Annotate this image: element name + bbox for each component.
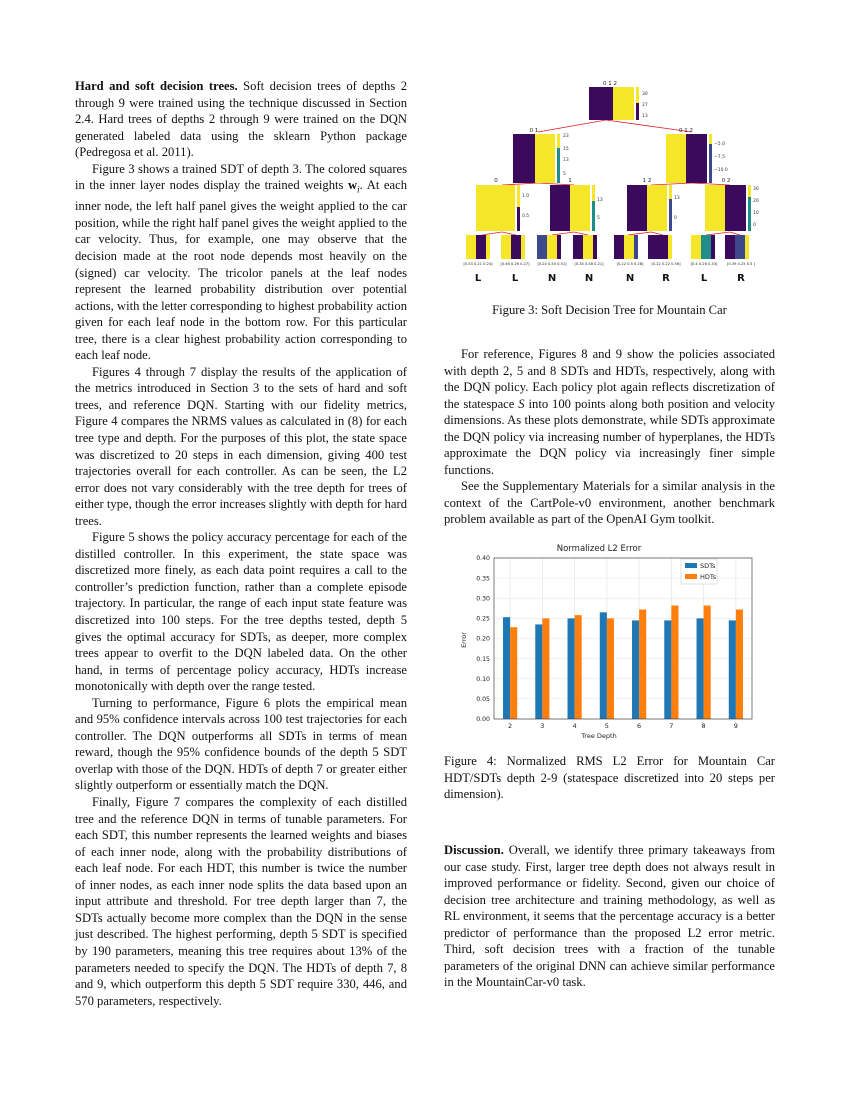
x-tick-label: 6 [637, 722, 642, 730]
leaf-action-2: L [511, 273, 519, 284]
bar-sdts-2 [503, 617, 510, 719]
l2-n4-cbar-4: 0 [753, 223, 756, 228]
x-tick-label: 2 [508, 722, 513, 730]
x-tick-label: 9 [733, 722, 738, 730]
root-cbar-1: 30 [642, 92, 648, 97]
bar-hdts-9 [736, 610, 743, 719]
bar-chart [444, 538, 775, 748]
bar-hdts-3 [542, 618, 549, 719]
chart-legend [681, 559, 717, 584]
root-node [589, 87, 639, 120]
l1-left-cbar-4: 5 [563, 172, 566, 177]
leaf-3 [537, 235, 561, 259]
bar-hdts-6 [639, 610, 646, 719]
paragraph-discussion: Discussion. Overall, we identify three primary takeaways from our case study. First, larger tree depth does not always result in improved performance or fidelity. Second, given our choice of decision tree architecture and training methodology, as well as RL environment, it seems that the percentage accuracy is a better predictor of performance than the proposed L2 error metric. Third, soft decision trees with a fraction of the tunable parameters of the original DNN can achieve similar performance in the MountainCar-v0 task. [444, 843, 775, 990]
paragraph-supplementary: See the Supplementary Materials for a similar analysis in the context of the CartPole-v0 environment, another benchmark problem available as part of the OpenAI Gym toolkit. [444, 479, 775, 527]
x-tick-label: 3 [540, 722, 545, 730]
figure4-caption: Figure 4: Normalized RMS L2 Error for Mountain Car HDT/SDTs depth 2-9 (statespace discretized into 20 steps per dimension). [444, 754, 775, 801]
chart-bars [503, 605, 743, 719]
leaf-prob-5: [0.22 0.5 0.28] [616, 262, 644, 266]
y-tick-label: 0.10 [476, 675, 490, 683]
paragraph-figures8-9: For reference, Figures 8 and 9 show the policies associated with depth 2, 5 and 8 SDTs and HDTs, respectively, along with the DQN policy. Each policy plot again reflects discretization of the statespace S into 100 points along both position and velocity dimensions. As these plots demonstrate, while SDTs approximate the DQN policy via increasing number of hyperplanes, the HDTs approximate the DQN policy via increasingly finer simple functions. [444, 347, 775, 477]
y-tick-label: 0.25 [476, 615, 490, 623]
paragraph-figure5: Figure 5 shows the policy accuracy percentage for each of the distilled controller. In this experiment, the state space was discretized more finely, as each data point requires a call to the controller’s prediction function, rather than a complete episode trajectory. In particular, the range of each input state feature was discretized into 100 steps. For the tree depths tested, depth 5 gives the optimal accuracy for SDTs, as deeper, more complex trees appear to overfit to the DQN labeled data. On the other hand, in terms of percentage policy accuracy, HDTs increase monotonically with depth over the range tested. [75, 530, 407, 694]
x-tick-label: 7 [669, 722, 674, 730]
leaf-action-5: N [625, 273, 635, 284]
bar-hdts-4 [575, 615, 582, 719]
leaf-prob-6: [0.22 0.22 0.56] [651, 262, 681, 266]
bar-hdts-8 [704, 605, 711, 719]
l1-right-cbar-3: −10.0 [714, 168, 728, 173]
l2-node-2 [550, 185, 595, 231]
legend-swatch-hdt [685, 574, 697, 579]
l1-left-cbar-3: 13 [563, 158, 569, 163]
figure3-caption: Figure 3: Soft Decision Tree for Mountain Car [492, 303, 727, 317]
leaf-action-8: R [737, 273, 745, 284]
y-tick-label: 0.20 [476, 635, 490, 643]
leaf-prob-7: [0.4 0.26 0.33] [690, 262, 718, 266]
leaf-1 [466, 235, 490, 259]
figure4-chart [444, 538, 775, 748]
root-node-label: 0 1 2 [603, 81, 617, 87]
root-cbar-3: 13 [642, 114, 648, 119]
l2-n3-label: 1 2 [642, 178, 652, 184]
paragraph-figure3-desc: Figure 3 shows a trained SDT of depth 3. The colored squares in the inner layer nodes display the trained weights $w_i$. At each inner node, the left half panel gives the weight applied to the car position, while the right half panel gives the weight applied to the car velocity. Thus, for example, one may observe that the decision made at the root node depends most heavily on the (signed) car velocity. The tricolor panels at the leaf nodes represent the learned probability distribution over potential actions, with the letter corresponding to highest probability action given for each leaf node in the bottom row. For this particular tree, there is a clear highest probability action corresponding to each leaf node. [75, 161, 407, 363]
bar-sdts-8 [697, 618, 704, 719]
leaf-prob-4: [0.35 0.48 0.21] [574, 262, 604, 266]
l2-n3-cbar-2: 0 [674, 216, 677, 221]
section-heading-hard-soft: Hard and soft decision trees. [75, 79, 238, 93]
chart-title: Normalized L2 Error [556, 544, 642, 554]
bar-sdts-3 [535, 624, 542, 719]
tree-diagram [444, 75, 775, 290]
l2-n1-cbar-1: 1.0 [522, 194, 530, 199]
section-heading-discussion: Discussion. [444, 843, 504, 857]
l1-right-label: 0 1 2 [679, 128, 693, 134]
x-tick-label: 8 [701, 722, 706, 730]
y-tick-label: 0.30 [476, 595, 490, 603]
l1-right-node [666, 134, 712, 183]
y-tick-label: 0.00 [476, 716, 490, 724]
x-tick-label: 5 [604, 722, 609, 730]
paragraph-figure7: Finally, Figure 7 compares the complexity of each distilled tree and the reference DQN in terms of tunable parameters. For each SDT, this number represents the learned weights and biases of each inner node, along with the probability distributions of each leaf node. For each HDT, this number is twice the number of inner nodes, as each inner node splits the data based upon an input attribute and threshold. For tree depth larger than 7, the SDTs actually become more complex than the DQN in the sense just described. The highest performing, depth 5 SDT is specified by 190 parameters, meaning this tree requires about 13% of the parameters needed to specify the DQN. The HDTs of depth 7, 8 and 9, which outperform this depth 5 SDT require 330, 446, and 570 parameters, respectively. [75, 795, 407, 1008]
leaf-action-1: L [474, 273, 482, 284]
bar-sdts-9 [729, 620, 736, 719]
leaf-action-4: N [584, 273, 594, 284]
legend-label-hdt: HDTs [700, 573, 717, 581]
bar-hdts-7 [671, 605, 678, 719]
bar-hdts-2 [510, 627, 517, 719]
l2-node-3 [627, 185, 672, 231]
leaf-action-7: L [700, 273, 708, 284]
x-tick-label: 4 [572, 722, 577, 730]
paragraph-figure6: Turning to performance, Figure 6 plots the empirical mean and 95% confidence intervals across 100 test trajectories for each controller. The DQN outperforms all SDTs in terms of mean reward, though the 95% confidence bounds of the depth 5 SDT overlap with those of the DQN. HDTs of depth 7 or greater either slightly outperform or essentially match the DQN. [75, 695, 407, 793]
leaf-2 [501, 235, 525, 259]
l2-n1-label: 0 [494, 178, 498, 184]
leaf-5 [614, 235, 638, 259]
bar-sdts-4 [568, 618, 575, 719]
figure3-tree [444, 75, 775, 290]
leaf-action-6: R [662, 273, 670, 284]
x-axis-label: Tree Depth [581, 732, 617, 740]
leaf-4 [573, 235, 597, 259]
root-cbar-2: 27 [642, 103, 648, 108]
paragraph-hard-soft: Hard and soft decision trees. Soft decision trees of depths 2 through 9 were trained using the technique discussed in Section 2.4. Hard trees of depths 2 through 9 were trained on the DQN generated labeled data using the sklearn Python package (Pedregosa et al. 2011). [75, 79, 407, 160]
l1-left-cbar-1: 23 [563, 134, 569, 139]
l2-n2-cbar-2: 5 [597, 216, 600, 221]
y-axis-label: Error [460, 632, 468, 648]
y-tick-label: 0.15 [476, 655, 490, 663]
leaf-7 [691, 235, 715, 259]
leaf-6 [648, 235, 672, 259]
y-tick-label: 0.40 [476, 555, 490, 563]
paragraph-figures4-7: Figures 4 through 7 display the results of the application of the metrics introduced in Section 3 to the sets of hard and soft trees, and reference DQN. Starting with our fidelity metrics, Figure 4 compares the NRMS values as calculated in (8) for each tree type and depth. For the purposes of this plot, the state space was discretized to 20 steps in each dimension, giving 400 test trajectories overall for each controller. As can be seen, the L2 error does not vary considerably with the tree depth for trees of either type, though the error increases slightly with depth for hard trees. [75, 364, 407, 528]
leaf-prob-2: [0.46 0.26 0.27] [500, 262, 530, 266]
y-tick-label: 0.05 [476, 696, 490, 704]
legend-label-sdt: SDTs [700, 562, 716, 570]
l1-left-label: 0 1 [529, 128, 539, 134]
bar-sdts-6 [632, 620, 639, 719]
l2-n2-cbar-1: 13 [597, 198, 603, 203]
l1-right-cbar-1: −5.0 [714, 142, 725, 147]
bar-sdts-7 [664, 620, 671, 719]
leaf-prob-3: [0.24 0.50 0.31] [537, 262, 567, 266]
bar-hdts-5 [607, 618, 614, 719]
discussion-section [444, 842, 775, 991]
l2-n4-cbar-1: 30 [753, 187, 759, 192]
leaf-prob-8: [0.39 0.25 0.5 ] [727, 262, 755, 266]
leaf-action-3: N [547, 273, 557, 284]
left-column [75, 78, 407, 1009]
l2-n2-label: 1 [568, 178, 572, 184]
l2-n4-cbar-2: 20 [753, 199, 759, 204]
leaf-8 [725, 235, 749, 259]
bar-sdts-5 [600, 612, 607, 719]
l1-left-cbar-2: 15 [563, 147, 569, 152]
l1-right-cbar-2: −7.5 [714, 155, 725, 160]
l2-n4-label: 0 2 [721, 178, 731, 184]
l2-n1-cbar-2: 0.5 [522, 214, 530, 219]
l2-n3-cbar-1: 13 [674, 196, 680, 201]
y-tick-label: 0.35 [476, 575, 490, 583]
l2-node-4 [705, 185, 751, 231]
l2-n4-cbar-3: 10 [753, 211, 759, 216]
l1-left-node [513, 134, 560, 183]
leaf-prob-1: [0.53 0.21 0.24] [463, 262, 493, 266]
legend-swatch-sdt [685, 563, 697, 568]
l2-node-1 [476, 185, 520, 231]
right-column-text [444, 346, 775, 528]
